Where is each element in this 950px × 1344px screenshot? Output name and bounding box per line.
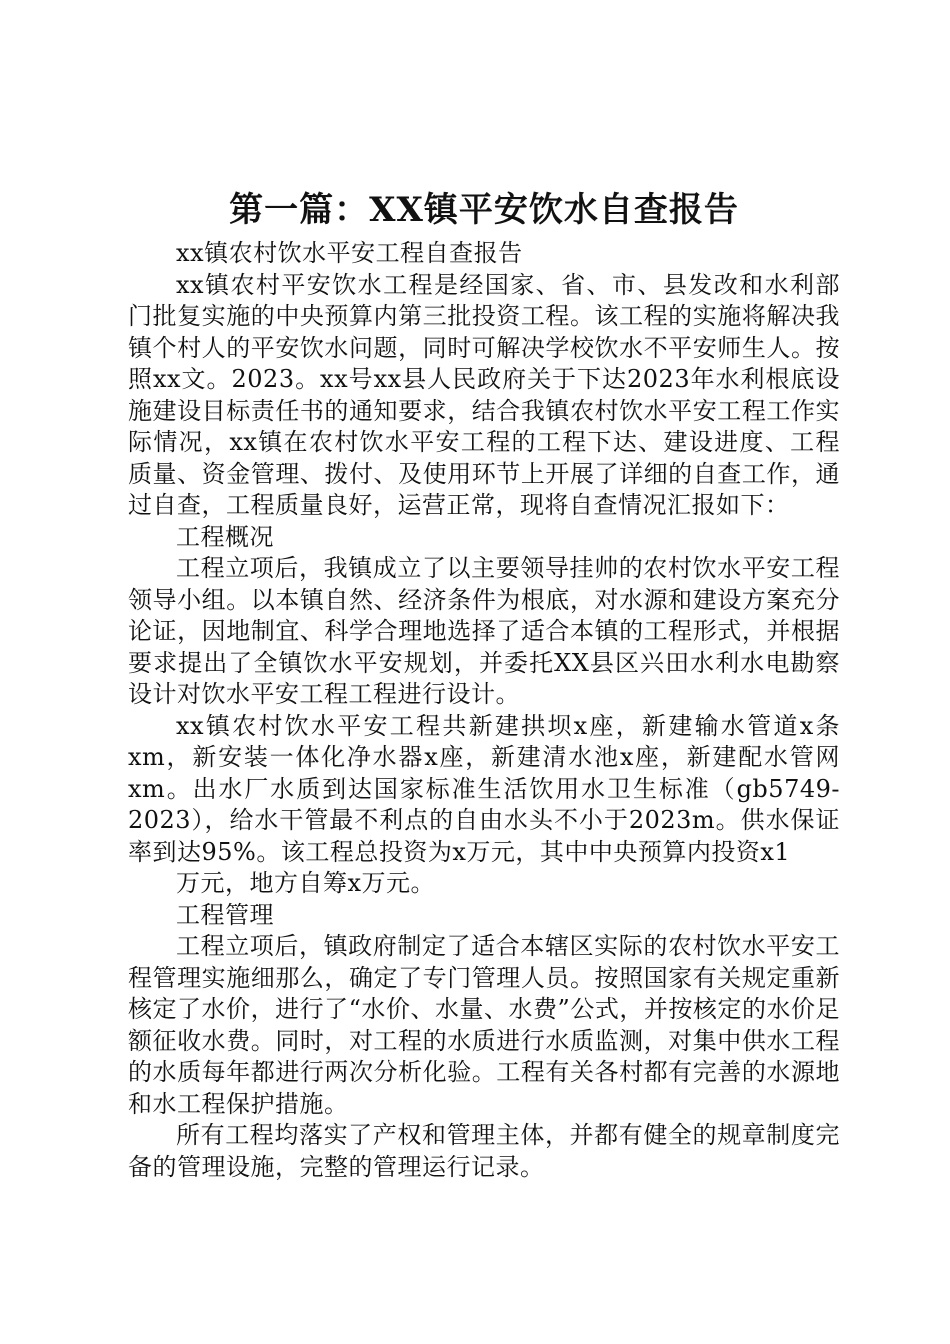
- section-heading-overview: 工程概况: [176, 522, 274, 551]
- document-title: 第一篇：XX镇平安饮水自查报告: [229, 190, 739, 230]
- overview-paragraph-1: 工程立项后，我镇成立了以主要领导挂帅的农村饮水平安工程领导小组。以本镇自然、经济条件为根底，对水源和建设方案充分论证，因地制宜、科学合理地选择了适合本镇的工程形式，并根据要求提出了全镇饮水平安规划，并委托XX县区兴田水利水电勘察设计对饮水平安工程工程进行设计。: [128, 554, 840, 708]
- overview-paragraph-2: xx镇农村饮水平安工程共新建拱坝x座，新建输水管道x条xm，新安装一体化净水器x座，新建清水池x座，新建配水管网xm。出水厂水质到达国家标准生活饮用水卫生标准（gb5749-2023），给水干管最不利点的自由水头不小于2023m。供水保证率到达95%。该工程总投资为x万元，其中中央预算内投资x1: [128, 711, 840, 866]
- management-paragraph-1: 工程立项后，镇政府制定了适合本辖区实际的农村饮水平安工程管理实施细那么，确定了专门管理人员。按照国家有关规定重新核定了水价，进行了“水价、水量、水费”公式，并按核定的水价足额征收水费。同时，对工程的水质进行水质监测，对集中供水工程的水质每年都进行两次分析化验。工程有关各村都有完善的水源地和水工程保护措施。: [128, 932, 840, 1118]
- overview-paragraph-3: 万元，地方自筹x万元。: [176, 869, 436, 897]
- intro-paragraph: xx镇农村平安饮水工程是经国家、省、市、县发改和水利部门批复实施的中央预算内第三批投资工程。该工程的实施将解决我镇个村人的平安饮水问题，同时可解决学校饮水不平安师生人。按照xx文。2023。xx号xx县人民政府关于下达2023年水利根底设施建设目标责任书的通知要求，结合我镇农村饮水平安工程工作实际情况，xx镇在农村饮水平安工程的工程下达、建设进度、工程质量、资金管理、拨付、及使用环节上开展了详细的自查工作，通过自查，工程质量良好，运营正常，现将自查情况汇报如下：: [128, 270, 840, 519]
- section-heading-management: 工程管理: [176, 900, 274, 929]
- document-page: [128, 186, 840, 1183]
- management-paragraph-2: 所有工程均落实了产权和管理主体，并都有健全的规章制度完备的管理设施，完整的管理运行记录。: [128, 1121, 840, 1181]
- subtitle-paragraph: xx镇农村饮水平安工程自查报告: [176, 239, 523, 267]
